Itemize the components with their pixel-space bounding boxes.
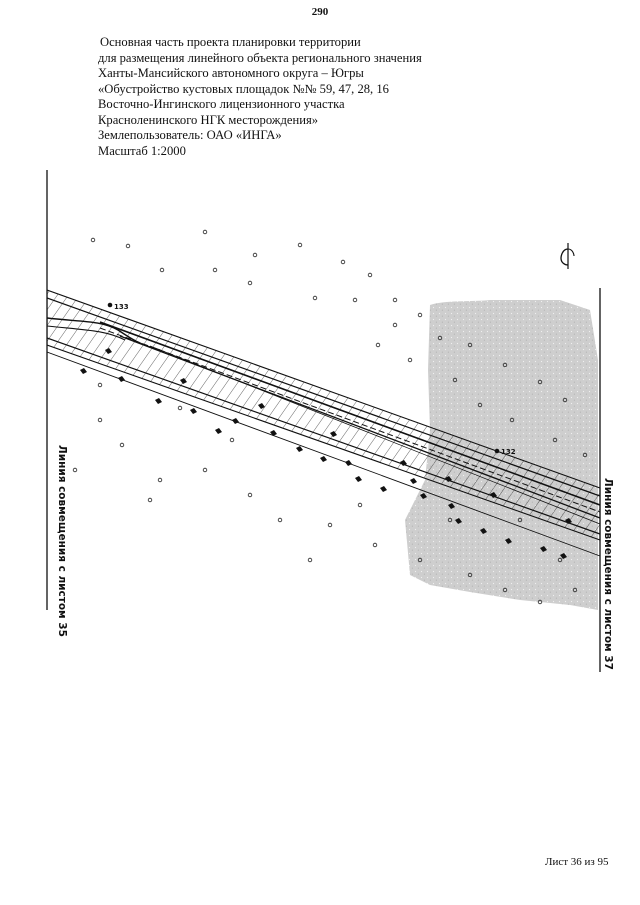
bog-symbol <box>213 268 217 272</box>
bog-symbol <box>158 478 162 482</box>
page-number: 290 <box>311 6 329 18</box>
tick-marker <box>80 368 87 374</box>
bog-symbol <box>418 313 422 317</box>
tick-marker <box>410 478 417 484</box>
bog-symbol <box>248 493 252 497</box>
tick-marker <box>190 408 197 414</box>
scale-line: Масштаб 1:2000 <box>98 143 186 158</box>
bog-symbol <box>373 543 377 547</box>
bog-symbol <box>341 260 345 264</box>
bog-symbol <box>203 468 207 472</box>
bog-symbol <box>178 406 182 410</box>
title-line-5: Восточно-Ингинского лицензионного участка <box>98 97 345 111</box>
match-line-left-label: Линия совмещения с листом 35 <box>56 445 68 637</box>
title-line-2: для размещения линейного объекта регионального значения <box>98 50 422 65</box>
bog-symbol <box>253 253 257 257</box>
tick-marker <box>118 376 125 382</box>
tick-marker <box>232 418 239 424</box>
bog-symbol <box>278 518 282 522</box>
title-line-4: «Обустройство кустовых площадок №№ 59, 47, 28, 16 <box>98 81 389 96</box>
north-arrow-icon <box>561 243 574 269</box>
bog-symbol <box>328 523 332 527</box>
tick-marker <box>296 446 303 452</box>
bog-symbol <box>148 498 152 502</box>
bog-symbol <box>126 244 130 248</box>
sheet-number: Лист 36 из 95 <box>545 856 609 868</box>
survey-point-icon <box>495 449 500 454</box>
title-line-6: Красноленинского НГК месторождения» <box>98 112 319 127</box>
bog-symbol <box>376 343 380 347</box>
tick-marker <box>155 398 162 404</box>
bog-symbol <box>91 238 95 242</box>
bog-symbol <box>160 268 164 272</box>
bog-symbol <box>393 298 397 302</box>
tick-marker <box>355 476 362 482</box>
bog-symbol <box>120 443 124 447</box>
title-line-1: Основная часть проекта планировки территории <box>100 35 361 49</box>
bog-symbol <box>408 358 412 362</box>
tick-marker <box>215 428 222 434</box>
bog-symbol <box>368 273 372 277</box>
match-line-right-label: Линия совмещения с листом 37 <box>602 478 614 670</box>
bog-symbol <box>298 243 302 247</box>
bog-symbol <box>73 468 77 472</box>
bog-symbol <box>308 558 312 562</box>
bog-symbol <box>313 296 317 300</box>
bog-symbol <box>230 438 234 442</box>
point-label-133: 133 <box>114 303 129 311</box>
title-line-3: Ханты-Мансийского автономного округа – Югры <box>98 66 364 80</box>
bog-symbol <box>248 281 252 285</box>
bog-symbol <box>358 503 362 507</box>
tick-marker <box>345 460 352 466</box>
bog-symbol <box>353 298 357 302</box>
survey-point-icon <box>108 303 113 308</box>
bog-symbol <box>393 323 397 327</box>
point-label-132: 132 <box>501 448 516 456</box>
tick-marker <box>320 456 327 462</box>
bog-symbol <box>98 383 102 387</box>
bog-symbol <box>203 230 207 234</box>
tick-marker <box>380 486 387 492</box>
bog-symbol <box>98 418 102 422</box>
land-user-line: Землепользователь: ОАО «ИНГА» <box>98 128 282 142</box>
